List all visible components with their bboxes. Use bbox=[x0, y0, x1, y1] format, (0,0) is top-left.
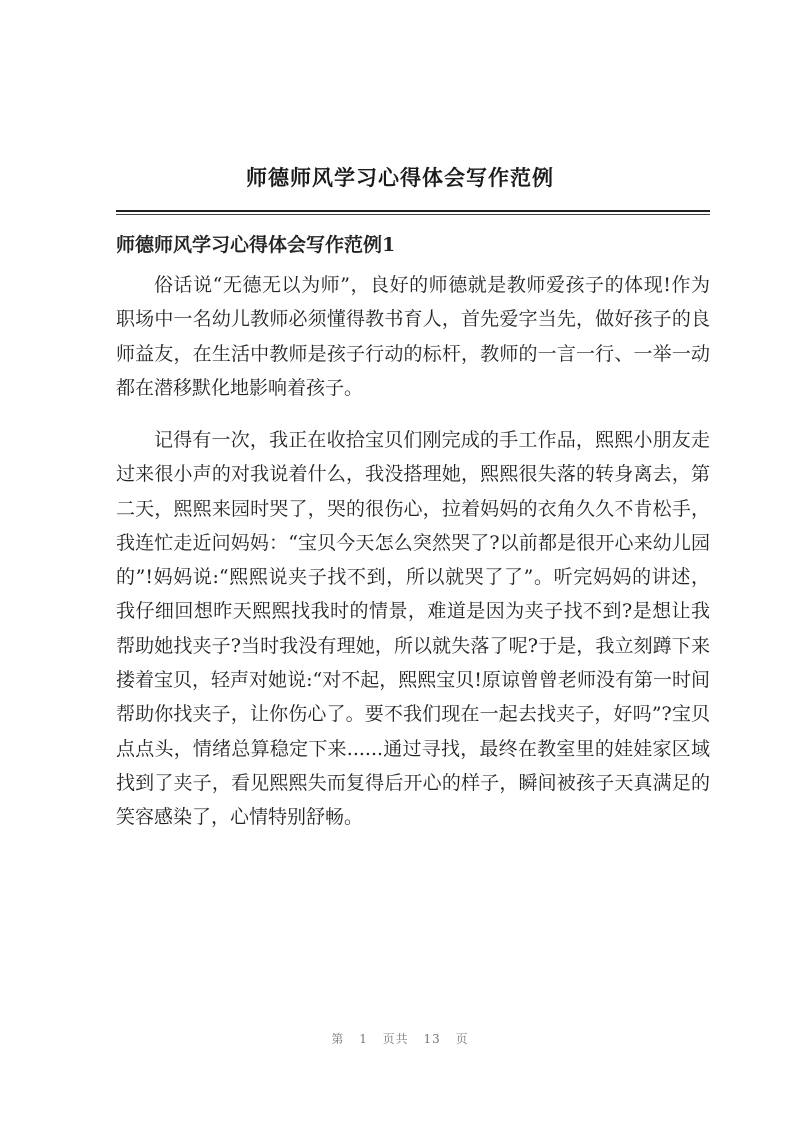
body-paragraph-2: 记得有一次，我正在收拾宝贝们刚完成的手工作品，熙熙小朋友走过来很小声的对我说着什么，我没搭理她，熙熙很失落的转身离去，第二天，熙熙来园时哭了，哭的很伤心，拉着妈妈的衣角久久不肯松手，我连忙走近问妈妈：“宝贝今天怎么突然哭了?以前都是很开心来幼儿园的”!妈妈说:“熙熙说夹子找不到，所以就哭了了”。听完妈妈的讲述，我仔细回想昨天熙熙找我时的情景，难道是因为夹子找不到?是想让我帮助她找夹子?当时我没有理她，所以就失落了呢?于是，我立刻蹲下来搂着宝贝，轻声对她说:“对不起，熙熙宝贝!原谅曾曾老师没有第一时间帮助你找夹子，让你伤心了。要不我们现在一起去找夹子，好吗”?宝贝点点头，情绪总算稳定下来......通过寻找，最终在教室里的娃娃家区域找到了夹子，看见熙熙失而复得后开心的样子，瞬间被孩子天真满足的笑容感染了，心情特别舒畅。 bbox=[116, 429, 710, 829]
document-title: 师德师风学习心得体会写作范例 bbox=[246, 165, 554, 190]
footer-suffix: 页 bbox=[455, 1032, 469, 1046]
title-divider-thin bbox=[116, 214, 710, 215]
footer-prefix: 第 bbox=[331, 1032, 345, 1046]
footer-total-pages: 13 bbox=[423, 1032, 441, 1046]
footer-mid: 页共 bbox=[382, 1032, 409, 1046]
section-heading: 师德师风学习心得体会写作范例1 bbox=[116, 234, 396, 256]
footer-page-number: 1 bbox=[359, 1032, 368, 1046]
body-paragraph-1: 俗话说“无德无以为师”，良好的师德就是教师爱孩子的体现!作为职场中一名幼儿教师必须懂得教书育人，首先爱字当先，做好孩子的良师益友，在生活中教师是孩子行动的标杆，教师的一言一行、一举一动都在潜移默化地影响着孩子。 bbox=[116, 274, 710, 399]
page-footer bbox=[0, 1030, 800, 1047]
title-divider bbox=[116, 210, 710, 212]
